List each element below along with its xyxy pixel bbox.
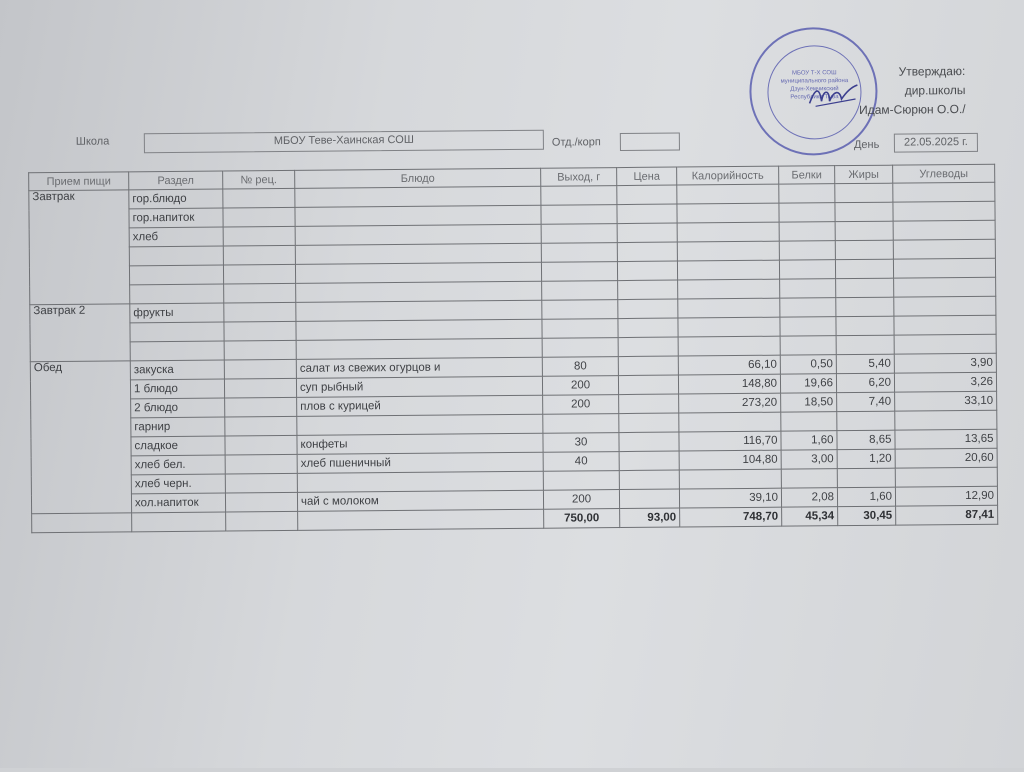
empty-cell [298,509,544,530]
calories-cell [677,203,779,223]
proteins-cell [779,184,835,203]
approval-block [859,62,966,120]
output-cell [541,205,617,225]
section-cell: хлеб бел. [131,455,225,475]
school-name-field: МБОУ Теве-Хаинская СОШ [144,130,544,153]
section-cell [130,341,224,361]
proteins-cell [780,298,836,317]
empty-cell [226,511,298,531]
meal-cell: Завтрак 2 [30,304,130,362]
calories-cell [678,336,780,356]
carbs-cell [894,315,996,335]
fats-cell: 5,40 [836,354,894,374]
section-cell: 1 блюдо [130,379,224,399]
section-cell [130,284,224,304]
carbs-cell: 12,90 [895,486,997,506]
output-cell: 200 [543,490,619,510]
column-header: Калорийность [677,166,779,185]
section-cell: сладкое [131,436,225,456]
column-header: Цена [617,167,677,186]
price-cell [617,261,677,281]
output-cell [541,186,617,206]
dish-cell: плов с курицей [297,395,543,416]
section-cell: гор.блюдо [129,189,223,209]
total-output-cell: 750,00 [544,509,620,529]
section-cell: 2 блюдо [131,398,225,418]
calories-cell [679,412,781,432]
fats-cell [836,335,894,355]
fats-cell [836,297,894,317]
dish-cell: суп рыбный [296,376,542,397]
fats-cell [835,259,893,279]
total-proteins-cell: 45,34 [782,507,838,526]
proteins-cell: 18,50 [781,393,837,412]
fats-cell [835,183,893,203]
calories-cell: 273,20 [679,393,781,413]
proteins-cell: 19,66 [780,374,836,393]
column-header: Жиры [835,165,893,184]
carbs-cell [893,258,995,278]
fats-cell [836,278,894,298]
approval-line-2: дир.школы [904,83,966,98]
column-header: Блюдо [295,168,541,188]
section-cell [129,265,223,285]
section-cell: гарнир [131,417,225,437]
output-cell: 30 [543,433,619,453]
proteins-cell [781,412,837,431]
recipe-cell [223,245,295,265]
meal-cell: Обед [30,361,131,514]
carbs-cell [895,467,997,487]
output-cell [542,338,618,358]
fats-cell: 7,40 [837,392,895,412]
recipe-cell [224,283,296,303]
output-cell: 200 [542,376,618,396]
dish-cell [295,186,541,207]
carbs-cell [893,182,995,202]
dish-cell: салат из свежих огурцов и [296,357,542,378]
recipe-cell [223,226,295,246]
calories-cell [677,222,779,242]
fats-cell [836,316,894,336]
carbs-cell [894,277,996,297]
recipe-cell [225,454,297,474]
dish-cell [295,243,541,264]
calories-cell [678,298,780,318]
carbs-cell [895,410,997,430]
calories-cell [678,317,780,337]
dish-cell [297,414,543,435]
recipe-cell [223,188,295,208]
approval-line-3: Идам-Сюрюн О.О./ [859,102,966,117]
output-cell [541,262,617,282]
output-cell: 200 [543,395,619,415]
dish-cell [295,262,541,283]
price-cell [619,489,679,509]
price-cell [618,337,678,357]
price-cell [619,451,679,471]
calories-cell: 104,80 [679,450,781,470]
proteins-cell [779,203,835,222]
proteins-cell [779,260,835,279]
proteins-cell: 3,00 [781,450,837,469]
recipe-cell [224,340,296,360]
column-header: Белки [779,166,835,184]
recipe-cell [223,207,295,227]
recipe-cell [224,359,296,379]
director-signature [805,81,861,111]
section-cell: хлеб черн. [131,474,225,494]
stamp-text: МБОУ Т-Х СОШ муниципального района Дзун-Хемчикский Республики Тыва [780,70,849,101]
recipe-cell [224,321,296,341]
section-cell: фрукты [130,303,224,323]
price-cell [617,242,677,262]
price-cell [619,432,679,452]
fats-cell [835,240,893,260]
dish-cell [296,338,542,359]
calories-cell [678,279,780,299]
fats-cell [835,221,893,241]
recipe-cell [225,492,297,512]
price-cell [619,394,679,414]
proteins-cell [781,469,837,488]
recipe-cell [225,397,297,417]
dept-label: Отд./корп [551,136,601,149]
output-cell [542,319,618,339]
dish-cell [297,471,543,492]
date-field: 22.05.2025 г. [894,133,978,153]
section-cell: хол.напиток [131,493,225,513]
output-cell [543,471,619,491]
day-label: День [853,138,880,152]
carbs-cell [894,334,996,354]
price-cell [618,375,678,395]
fats-cell [837,468,895,488]
section-cell [130,322,224,342]
calories-cell [677,241,779,261]
price-cell [618,299,678,319]
price-cell [618,280,678,300]
empty-cell [32,513,132,533]
column-header: Выход, г [541,168,617,187]
column-header: № рец. [223,170,295,189]
output-cell: 80 [542,357,618,377]
price-cell [618,356,678,376]
column-header: Прием пищи [29,172,129,191]
dish-cell [295,205,541,226]
carbs-cell: 20,60 [895,448,997,468]
calories-cell [679,469,781,489]
price-cell [617,185,677,205]
dish-cell: чай с молоком [297,490,543,511]
calories-cell: 116,70 [679,431,781,451]
section-cell: хлеб [129,227,223,247]
section-cell: закуска [130,360,224,380]
recipe-cell [224,378,296,398]
recipe-cell [225,435,297,455]
recipe-cell [225,473,297,493]
proteins-cell [779,241,835,260]
carbs-cell [893,239,995,259]
section-cell: гор.напиток [129,208,223,228]
empty-cell [132,512,226,532]
carbs-cell: 3,26 [894,372,996,392]
dish-cell: конфеты [297,433,543,454]
fats-cell [837,411,895,431]
proteins-cell: 1,60 [781,431,837,450]
price-cell [617,204,677,224]
meal-cell: Завтрак [29,190,130,305]
output-cell [541,224,617,244]
proteins-cell [780,279,836,298]
price-cell [619,470,679,490]
menu-table [28,164,998,533]
carbs-cell [893,201,995,221]
dept-field [620,133,680,152]
fats-cell [835,202,893,222]
calories-cell: 39,10 [679,488,781,508]
output-cell [543,414,619,434]
total-calories-cell: 748,70 [680,507,782,527]
column-header: Раздел [129,171,223,190]
recipe-cell [224,302,296,322]
dish-cell [296,300,542,321]
column-header: Углеводы [893,164,995,183]
fats-cell: 1,60 [837,487,895,507]
proteins-cell: 0,50 [780,355,836,374]
calories-cell: 148,80 [678,374,780,394]
proteins-cell [779,222,835,241]
price-cell [617,223,677,243]
table-body [29,182,998,532]
calories-cell [677,260,779,280]
output-cell [542,300,618,320]
price-cell [619,413,679,433]
school-label: Школа [75,135,110,148]
approval-line-1: Утверждаю: [898,64,966,79]
output-cell: 40 [543,452,619,472]
carbs-cell: 3,90 [894,353,996,373]
proteins-cell [780,317,836,336]
total-fats-cell: 30,45 [838,506,896,526]
recipe-cell [225,416,297,436]
recipe-cell [223,264,295,284]
total-carbs-cell: 87,41 [896,505,998,525]
carbs-cell [894,296,996,316]
section-cell [129,246,223,266]
output-cell [542,281,618,301]
carbs-cell: 33,10 [895,391,997,411]
calories-cell [677,184,779,204]
total-price-cell: 93,00 [620,508,680,528]
dish-cell: хлеб пшеничный [297,452,543,473]
fats-cell: 8,65 [837,430,895,450]
output-cell [541,243,617,263]
dish-cell [295,224,541,245]
proteins-cell: 2,08 [781,488,837,507]
calories-cell: 66,10 [678,355,780,375]
dish-cell [296,319,542,340]
price-cell [618,318,678,338]
carbs-cell: 13,65 [895,429,997,449]
fats-cell: 6,20 [836,373,894,393]
proteins-cell [780,336,836,355]
fats-cell: 1,20 [837,449,895,469]
dish-cell [296,281,542,302]
carbs-cell [893,220,995,240]
